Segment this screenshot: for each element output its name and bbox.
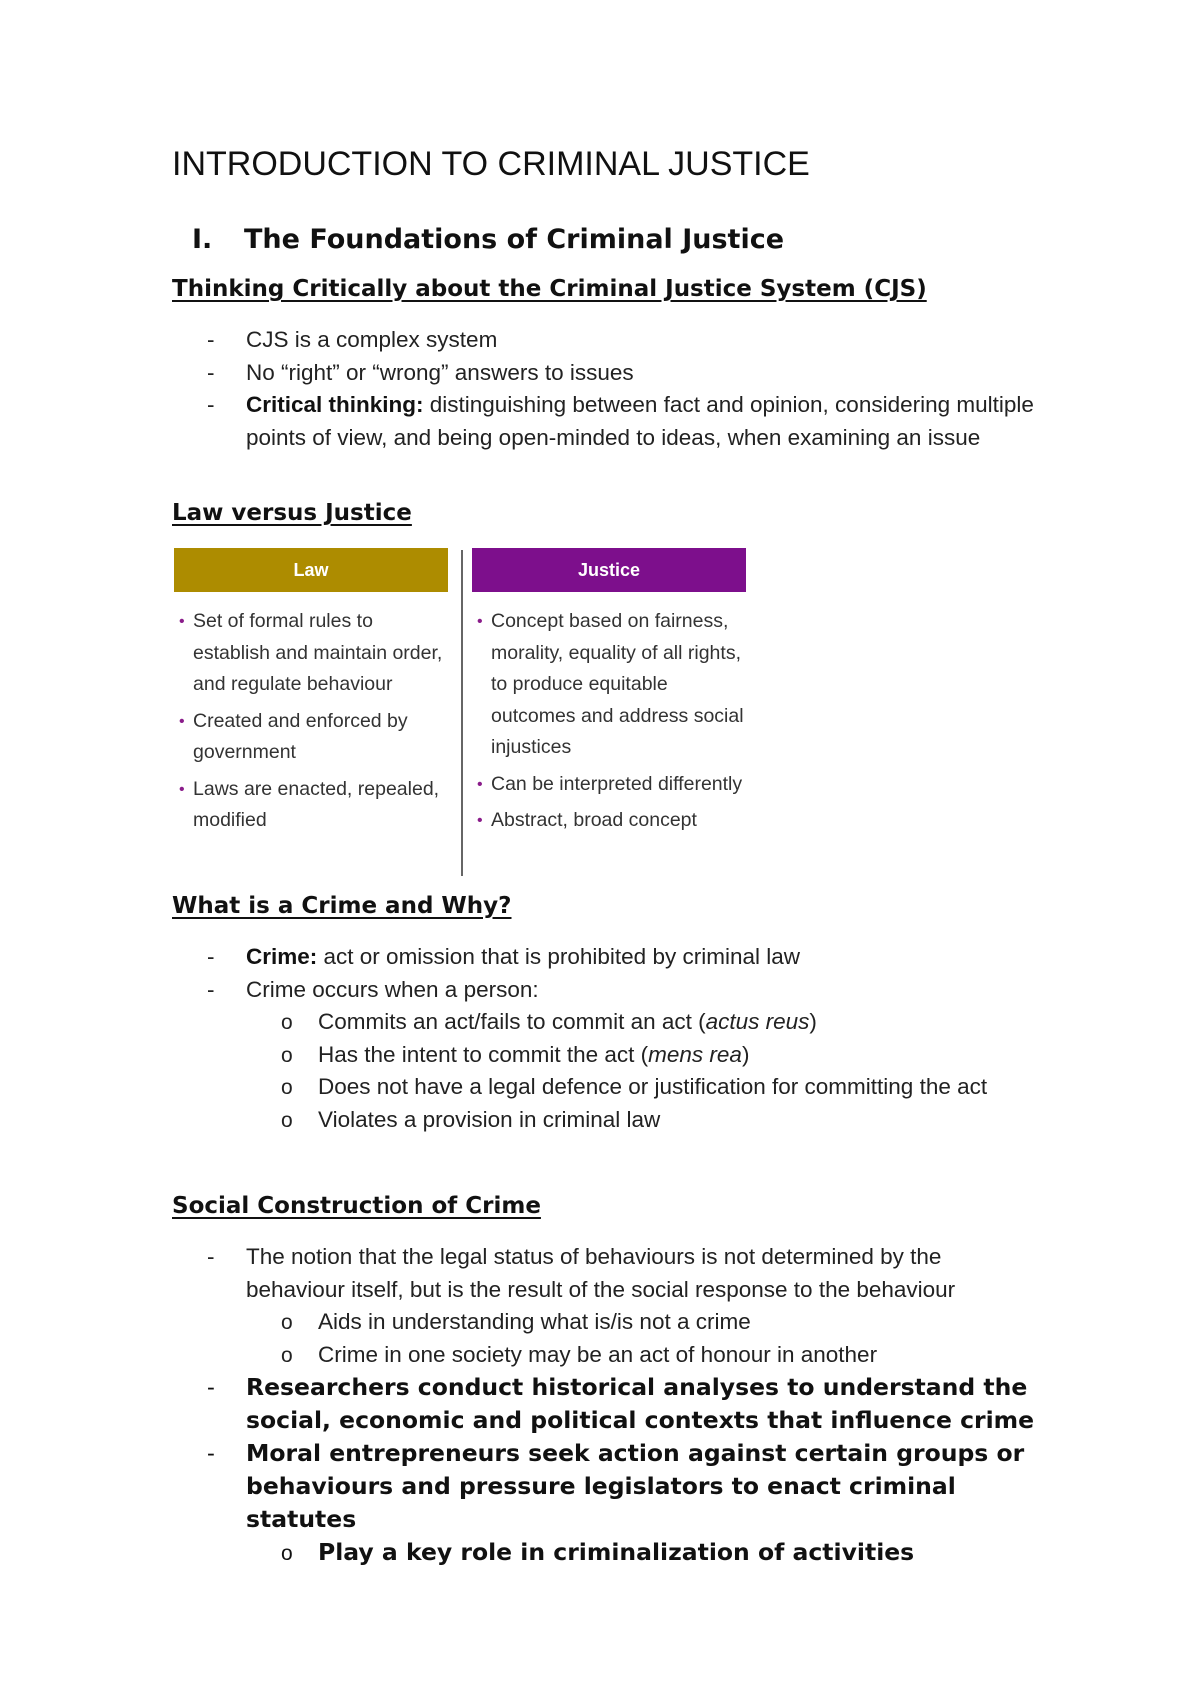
justice-item — [472, 769, 746, 801]
law-column — [174, 548, 448, 842]
justice-item-text: Concept based on fairness, morality, equality of all rights, to produce equitable outcomes and address social injustices — [491, 610, 744, 758]
sub-item-text: Commits an act/fails to commit an act ( — [318, 1009, 706, 1034]
circle-marker: o — [281, 1542, 293, 1565]
circle-marker: o — [281, 1011, 293, 1034]
bullet-icon: • — [179, 613, 185, 630]
law-item — [174, 606, 448, 701]
dash-marker: - — [207, 392, 215, 417]
circle-marker: o — [281, 1343, 293, 1367]
term-critical-thinking: Critical thinking: — [246, 392, 424, 417]
law-column-header: Law — [174, 548, 448, 592]
sub-item-text: Crime in one society may be an act of honour in another — [318, 1341, 878, 1367]
sub-item-text: Violates a provision in criminal law — [318, 1106, 661, 1132]
dash-marker: - — [207, 976, 215, 1002]
justice-item-text: Can be interpreted differently — [491, 772, 743, 795]
list-item — [0, 1241, 1036, 1306]
list-item-text: distinguishing between fact and opinion, considering multiple points of view, and being open-minded to ideas, when examining an issue — [246, 392, 1034, 450]
list-item — [0, 324, 1036, 357]
document-title: INTRODUCTION TO CRIMINAL JUSTICE — [172, 145, 810, 183]
heading-social-construction: Social Construction of Crime — [172, 1193, 541, 1219]
sub-list-item — [0, 1339, 1038, 1372]
heading-law-versus-justice: Law versus Justice — [172, 500, 412, 526]
heading-what-is-a-crime: What is a Crime and Why? — [172, 893, 512, 919]
sub-list-item — [0, 1306, 1038, 1339]
list-item — [0, 357, 1036, 390]
circle-marker: o — [281, 1043, 293, 1067]
justice-column — [472, 548, 746, 842]
list-item-text: Researchers conduct historical analyses to understand the social, economic and political contexts that influence crime — [246, 1373, 1035, 1434]
bullet-icon: • — [179, 780, 185, 798]
latin-term: actus reus — [705, 1009, 810, 1034]
latin-term: mens rea — [648, 1041, 742, 1067]
law-vs-justice-figure — [172, 548, 744, 878]
thinking-list — [0, 324, 1036, 454]
dash-marker: - — [207, 1244, 215, 1269]
sub-item-text: Has the intent to commit the act ( — [318, 1041, 649, 1067]
justice-item — [472, 805, 746, 837]
list-item-text: The notion that the legal status of behaviours is not determined by the behaviour itself, but is the result of the social response to the behaviour — [246, 1244, 956, 1302]
list-item — [0, 1437, 1036, 1536]
list-item-text: CJS is a complex system — [246, 327, 498, 352]
list-item — [0, 1371, 1036, 1437]
law-item-text: Laws are enacted, repealed, modified — [193, 777, 440, 831]
sub-item-text-end: ) — [741, 1041, 750, 1067]
sub-list-item — [0, 1006, 1038, 1039]
justice-column-header: Justice — [472, 548, 746, 592]
circle-marker: o — [281, 1311, 293, 1334]
justice-item — [472, 606, 746, 764]
dash-marker: - — [207, 1440, 215, 1466]
sub-item-text: Does not have a legal defence or justification for committing the act — [318, 1074, 988, 1099]
sub-list-item — [0, 1071, 1038, 1104]
list-item-text: Crime occurs when a person: — [246, 976, 539, 1002]
bullet-icon: • — [477, 775, 483, 793]
sub-item-text-end: ) — [809, 1009, 817, 1034]
list-item — [0, 389, 1036, 454]
law-item — [174, 774, 448, 837]
sub-list-item — [0, 1536, 1038, 1569]
sub-list-item — [0, 1104, 1038, 1137]
law-items — [174, 592, 448, 837]
heading-thinking-critically: Thinking Critically about the Criminal Justice System (CJS) — [172, 276, 927, 302]
section-heading — [192, 224, 784, 255]
list-item-text: No “right” or “wrong” answers to issues — [246, 359, 634, 385]
law-item-text: Created and enforced by government — [193, 709, 408, 763]
crime-list — [0, 941, 1038, 1136]
section-number: I. — [192, 224, 213, 255]
dash-marker: - — [207, 359, 215, 385]
section-title: The Foundations of Criminal Justice — [244, 224, 785, 255]
justice-items — [472, 592, 746, 837]
circle-marker: o — [281, 1108, 293, 1132]
dash-marker: - — [207, 1374, 215, 1400]
dash-marker: - — [207, 327, 215, 352]
list-item — [0, 941, 1036, 974]
circle-marker: o — [281, 1076, 293, 1099]
bullet-icon: • — [477, 613, 483, 630]
column-divider — [461, 550, 463, 876]
social-list — [0, 1241, 1038, 1569]
sub-list-item — [0, 1039, 1038, 1072]
justice-item-text: Abstract, broad concept — [491, 809, 697, 831]
bullet-icon: • — [477, 812, 483, 829]
dash-marker: - — [207, 944, 215, 969]
law-item — [174, 706, 448, 769]
sub-item-text: Aids in understanding what is/is not a crime — [318, 1309, 751, 1334]
sub-item-text: Play a key role in criminalization of activities — [318, 1538, 915, 1566]
list-item-text: Moral entrepreneurs seek action against certain groups or behaviours and pressure legislators to enact criminal statutes — [246, 1439, 1025, 1533]
list-item-text: act or omission that is prohibited by criminal law — [317, 944, 800, 969]
list-item — [0, 974, 1036, 1007]
law-item-text: Set of formal rules to establish and maintain order, and regulate behaviour — [193, 610, 443, 695]
term-crime: Crime: — [246, 944, 318, 969]
bullet-icon: • — [179, 712, 185, 730]
